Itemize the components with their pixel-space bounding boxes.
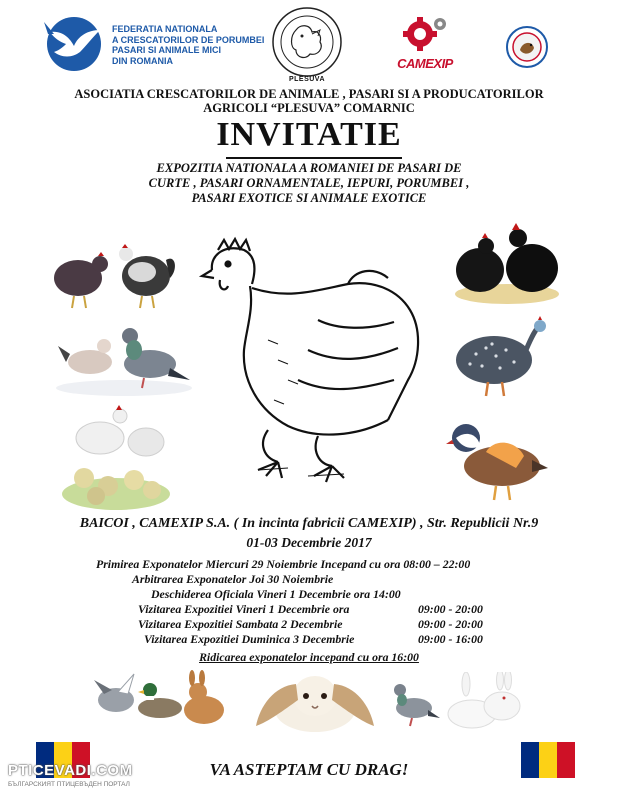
guinea-fowl-photo	[452, 316, 552, 398]
association-line: ASOCIATIA CRESCATORILOR DE ANIMALE , PASARI SI A PRODUCATORILOR	[74, 87, 544, 101]
federation-dove-logo	[40, 12, 106, 74]
schedule-visit-label: Vizitarea Expozitiei Sambata 2 Decembrie	[138, 617, 343, 631]
schedule-pickup-text: Ridicarea exponatelor incepand cu ora 16:00	[199, 650, 419, 664]
schedule-judging: Arbitrarea Exponatelor Joi 30 Noiembrie	[132, 572, 334, 586]
watermark-site: PTICEVADI.COM	[8, 762, 133, 779]
camexip-label: CAMEXIP	[397, 56, 453, 71]
bottom-animals-left-photo	[94, 670, 230, 726]
schedule-receiving: Primirea Exponatelor Miercuri 29 Noiembrie Incepand cu ora 08:00 – 22:00	[96, 557, 471, 571]
federation-name	[112, 24, 272, 66]
lop-rabbit-photo	[254, 666, 376, 734]
watermark-tagline: БЪЛГАРСКИЯТ ПТИЦЕВЪДЕН ПОРТАЛ	[8, 781, 130, 788]
federation-line: A CRESCATORILOR DE PORUMBEI	[112, 34, 265, 45]
plesuva-label: PLESUVA	[288, 76, 326, 83]
exhibition-line: PASARI EXOTICE SI ANIMALE EXOTICE	[191, 191, 427, 205]
grey-pigeon-photo	[388, 676, 440, 728]
pigeons-photo	[54, 316, 194, 396]
exhibition-description	[30, 161, 588, 206]
schedule-pickup	[0, 648, 618, 666]
schedule-visit-hours: 09:00 - 20:00	[418, 602, 483, 616]
event-dates: 01-03 Decembrie 2017	[246, 535, 372, 550]
black-chickens-photo	[452, 222, 562, 306]
schedule-visit-hours: 09:00 - 16:00	[418, 632, 483, 646]
federation-line: DIN ROMANIA	[112, 55, 173, 66]
page-title: INVITATIE	[216, 116, 402, 153]
chicks-photo	[60, 402, 172, 512]
event-location: BAICOI , CAMEXIP S.A. ( In incinta fabricii CAMEXIP) , Str. Republicii Nr.9	[79, 516, 539, 531]
white-rabbits-photo	[444, 672, 524, 732]
exhibition-line: EXPOZITIA NATIONALA A ROMANIEI DE PASARI DE	[156, 161, 462, 175]
title-underline	[226, 157, 402, 159]
exhibition-line: CURTE , PASARI ORNAMENTALE, IEPURI, PORUMBEI ,	[148, 176, 470, 190]
schedule-visit-label: Vizitarea Expozitiei Vineri 1 Decembrie ora	[138, 602, 350, 616]
chickens-photo	[46, 236, 180, 312]
schedule-visit-label: Vizitarea Expozitiei Duminica 3 Decembrie	[144, 632, 355, 646]
federation-line: PASARI SI ANIMALE MICI	[112, 45, 222, 55]
plesuva-round-logo	[266, 4, 348, 86]
association-name	[20, 88, 598, 115]
schedule-visit-hours: 09:00 - 20:00	[418, 617, 483, 631]
association-line: AGRICOLI “PLESUVA” COMARNIC	[203, 100, 415, 115]
association-round-logo	[506, 26, 548, 68]
closing-message: VA ASTEPTAM CU DRAG!	[209, 760, 409, 779]
schedule-opening: Deschiderea Oficiala Vineri 1 Decembrie ora 14:00	[151, 587, 401, 601]
mandarin-duck-photo	[446, 416, 550, 502]
brahma-rooster-illustration	[198, 230, 432, 500]
federation-line: FEDERATIA NATIONALA	[112, 24, 218, 34]
